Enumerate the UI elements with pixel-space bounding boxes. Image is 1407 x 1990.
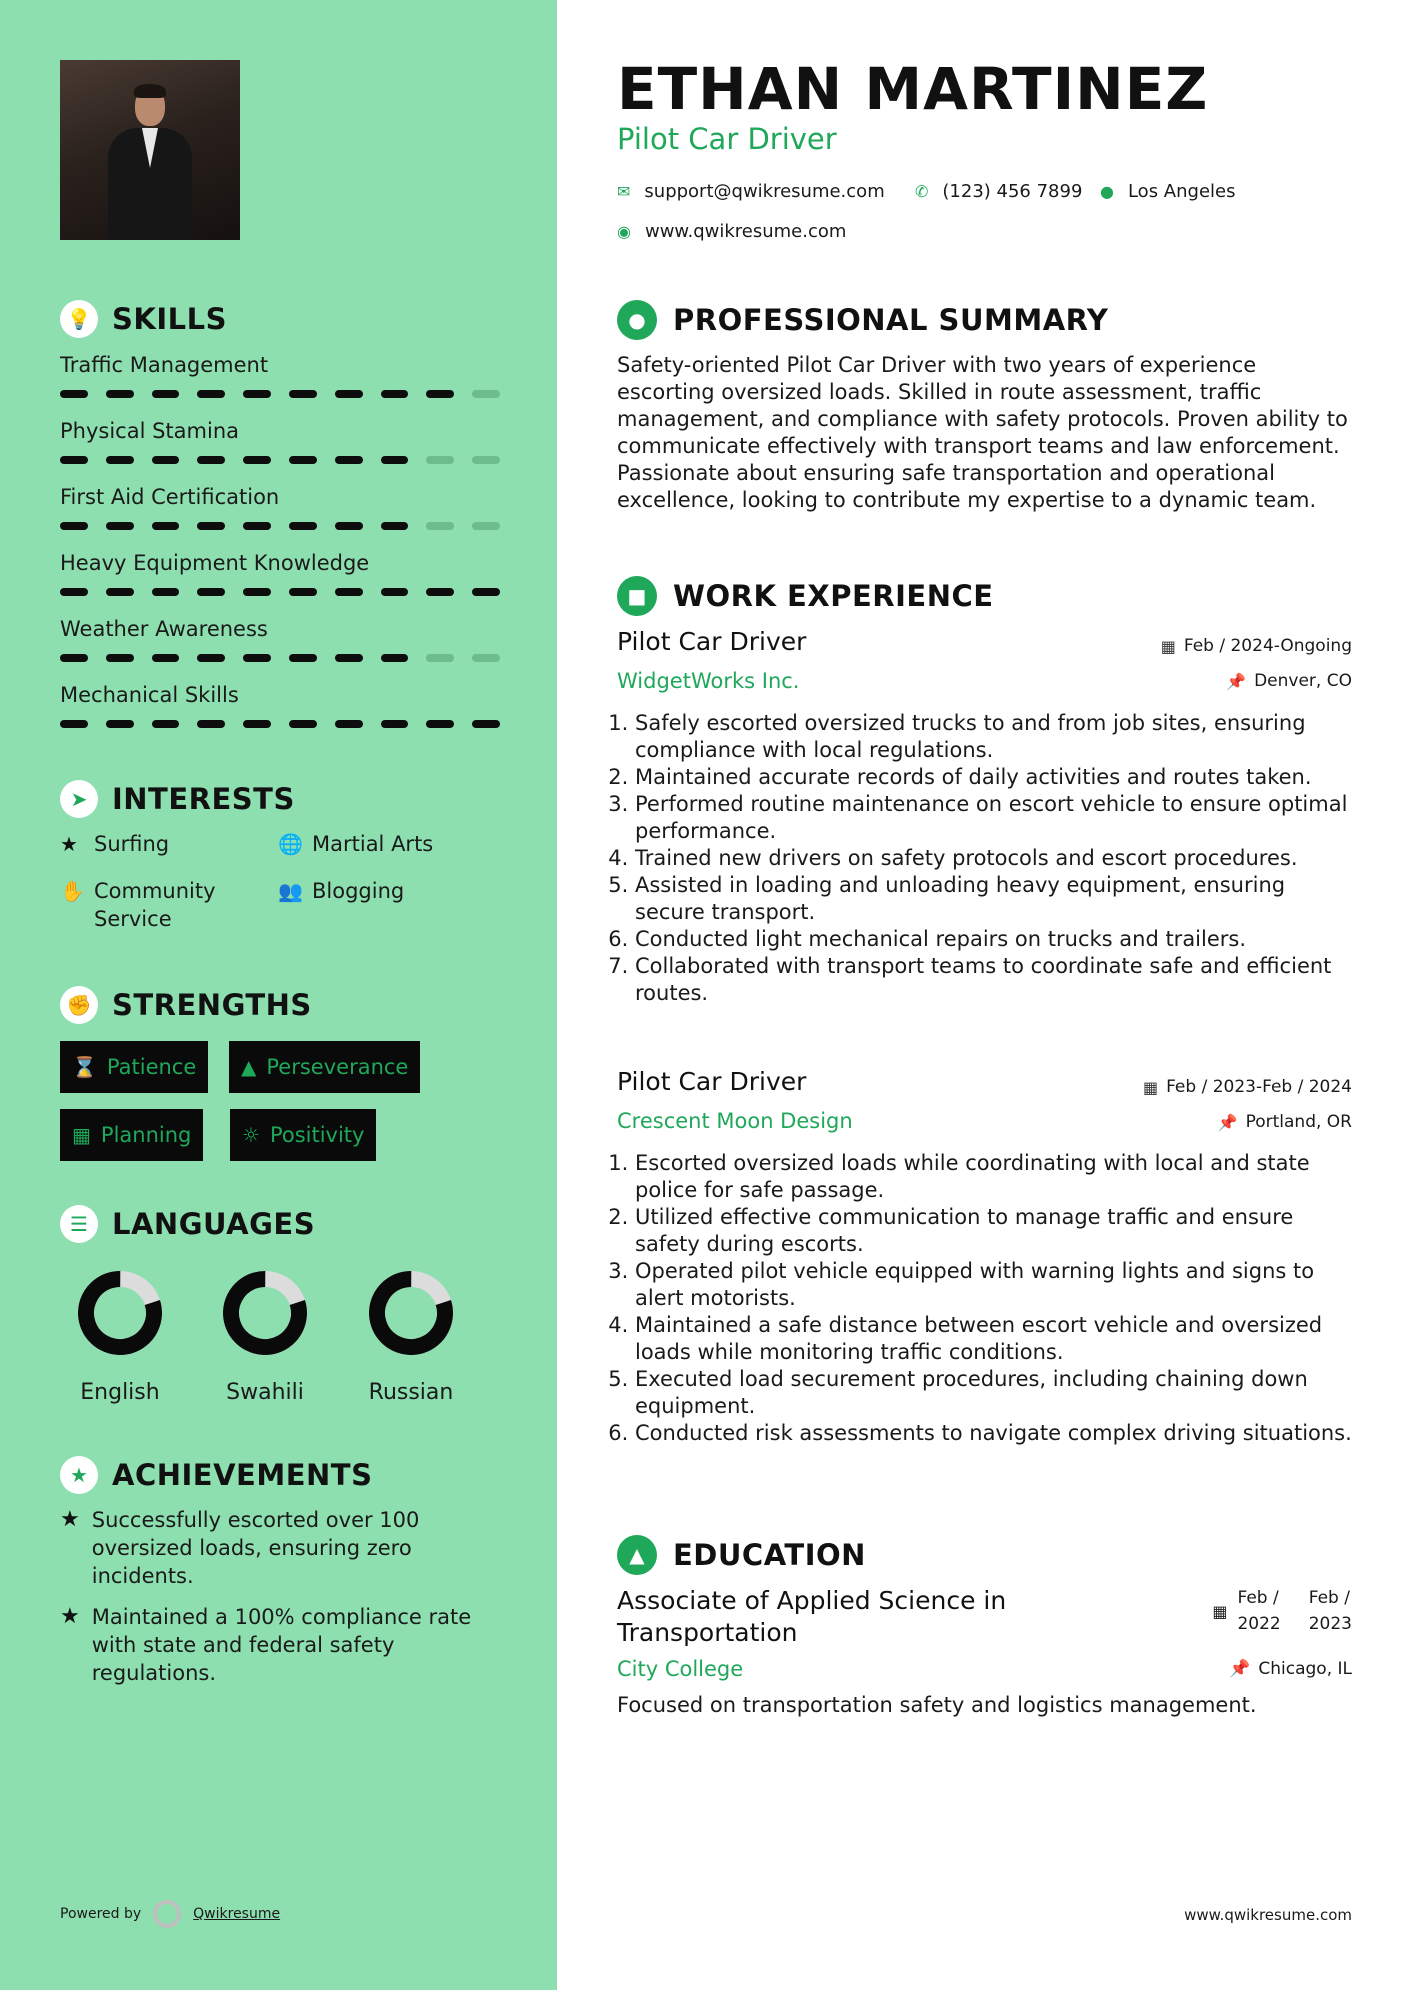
powered-brand-link[interactable]: Qwikresume <box>193 1906 281 1922</box>
skill-level-segment <box>60 654 88 662</box>
skill-level-segment <box>197 654 225 662</box>
job-dates-text: Feb / 2024-Ongoing <box>1183 636 1352 656</box>
education-start-month: Feb / <box>1237 1588 1279 1608</box>
skill-level-segment <box>197 390 225 398</box>
skill-level-segment <box>152 456 180 464</box>
skill-item <box>60 680 500 728</box>
skill-level-segment <box>243 720 271 728</box>
skill-item <box>60 482 500 530</box>
education-location <box>1229 1659 1352 1679</box>
skill-level-segment <box>426 720 454 728</box>
hand-icon: ✋ <box>60 879 85 903</box>
skills-title: SKILLS <box>112 302 227 336</box>
skill-level-segment <box>381 456 409 464</box>
skill-item <box>60 614 500 662</box>
skill-name: Traffic Management <box>60 353 269 377</box>
sidebar <box>0 0 557 1990</box>
skill-level-segment <box>335 456 363 464</box>
duty-item: 7. Collaborated with transport teams to coordinate safe and efficient routes. <box>635 953 1352 1007</box>
skill-level-segment <box>106 720 134 728</box>
mountain-icon: ▲ <box>241 1055 257 1079</box>
duty-item: 4. Trained new drivers on safety protocols and escort procedures. <box>635 845 1352 872</box>
strength-badge <box>60 1109 203 1161</box>
graduate-icon: ▲ <box>617 1535 657 1575</box>
skill-level-bar <box>60 456 500 464</box>
paper-plane-icon: ➤ <box>60 780 98 818</box>
education-start-year: 2022 <box>1237 1614 1281 1634</box>
skill-level-segment <box>152 654 180 662</box>
sun-icon: ☼ <box>242 1123 260 1147</box>
skill-level-segment <box>152 390 180 398</box>
skill-level-segment <box>243 654 271 662</box>
phone-text: (123) 456 7899 <box>942 181 1083 202</box>
skill-level-segment <box>381 390 409 398</box>
skill-level-segment <box>243 456 271 464</box>
achievement-text: Successfully escorted over 100 oversized loads, ensuring zero incidents. <box>91 1508 420 1588</box>
achievement-item <box>60 1603 500 1687</box>
contact-location <box>1100 181 1235 202</box>
language-name: Russian <box>368 1380 454 1405</box>
skill-level-segment <box>243 390 271 398</box>
language-item <box>200 1268 330 1405</box>
education-title: EDUCATION <box>673 1538 866 1572</box>
skill-item <box>60 548 500 596</box>
skill-level-bar <box>60 588 500 596</box>
experience-heading <box>617 576 994 616</box>
calendar-icon: ▦ <box>1212 1602 1228 1621</box>
skill-level-segment <box>106 588 134 596</box>
skill-level-bar <box>60 720 500 728</box>
duty-item: 1. Escorted oversized loads while coordinating with local and state police for safe passage. <box>635 1150 1352 1204</box>
skill-level-segment <box>472 720 500 728</box>
achievement-item <box>60 1506 500 1590</box>
education-end-year: 2023 <box>1308 1614 1352 1634</box>
skill-level-segment <box>472 390 500 398</box>
skill-level-segment <box>381 654 409 662</box>
candidate-title: Pilot Car Driver <box>617 122 837 156</box>
skill-level-segment <box>289 522 317 530</box>
map-pin-icon: ● <box>1100 182 1114 201</box>
languages-title: LANGUAGES <box>112 1207 316 1241</box>
users-icon: 👥 <box>278 879 303 903</box>
skill-level-segment <box>381 522 409 530</box>
job-company: Crescent Moon Design <box>617 1109 853 1133</box>
duty-item: 5. Assisted in loading and unloading heavy equipment, ensuring secure transport. <box>635 872 1352 926</box>
skill-level-segment <box>426 522 454 530</box>
job-location-text: Portland, OR <box>1245 1112 1352 1132</box>
duty-item: 2. Maintained accurate records of daily activities and routes taken. <box>635 764 1352 791</box>
skill-level-segment <box>289 588 317 596</box>
interests-heading <box>60 780 295 818</box>
fist-icon: ✊ <box>60 986 98 1024</box>
duty-item: 6. Conducted light mechanical repairs on trucks and trailers. <box>635 926 1352 953</box>
skill-name: Mechanical Skills <box>60 683 239 707</box>
duty-item: 3. Performed routine maintenance on escort vehicle to ensure optimal performance. <box>635 791 1352 845</box>
job-dates <box>1143 1077 1352 1097</box>
skill-level-segment <box>106 522 134 530</box>
envelope-icon: ✉ <box>617 182 631 201</box>
duty-item: 2. Utilized effective communication to manage traffic and ensure safety during escorts. <box>635 1204 1352 1258</box>
briefcase-icon: ■ <box>617 576 657 616</box>
job-dates <box>1161 636 1352 656</box>
skill-level-segment <box>472 588 500 596</box>
language-level-ring <box>75 1268 165 1358</box>
education-description: Focused on transportation safety and logistics management. <box>617 1693 1257 1717</box>
job-duties <box>617 1150 1352 1447</box>
skill-level-segment <box>60 588 88 596</box>
powered-by <box>60 1900 280 1928</box>
skills-heading <box>60 300 227 338</box>
skill-level-bar <box>60 522 500 530</box>
interest-label: Surfing <box>94 832 170 856</box>
skill-level-segment <box>106 456 134 464</box>
website-text: www.qwikresume.com <box>644 221 847 242</box>
qwikresume-logo-icon <box>153 1900 181 1928</box>
language-level-ring <box>220 1268 310 1358</box>
summary-text: Safety-oriented Pilot Car Driver with two years of experience escorting oversized loads. Skilled in route assessment, traffic management, and compliance with safety protocols. Proven ability to communicate effectively with transport teams and law enforcement. Passionate about ensuring safe transportation and operational excellence, looking to contribute my expertise to a dynamic team. <box>617 353 1348 512</box>
lightbulb-icon: 💡 <box>60 300 98 338</box>
strengths-heading <box>60 986 312 1024</box>
interest-label: Blogging <box>312 879 405 903</box>
hourglass-icon: ⌛ <box>72 1055 97 1079</box>
main-content <box>557 0 1407 1990</box>
skill-level-segment <box>60 456 88 464</box>
profile-photo <box>60 60 240 240</box>
job-role: Pilot Car Driver <box>617 1067 807 1096</box>
interest-item <box>60 830 169 858</box>
skill-level-segment <box>426 456 454 464</box>
interest-item <box>278 830 433 858</box>
skill-level-segment <box>289 720 317 728</box>
calendar-icon: ▦ <box>1142 1077 1159 1097</box>
achievement-text: Maintained a 100% compliance rate with state and federal safety regulations. <box>91 1605 472 1685</box>
trophy-star-icon: ★ <box>60 1456 98 1494</box>
skill-name: First Aid Certification <box>60 485 280 509</box>
skill-level-bar <box>60 390 500 398</box>
skill-level-bar <box>60 654 500 662</box>
skill-level-segment <box>60 522 88 530</box>
skill-level-segment <box>243 588 271 596</box>
language-name: English <box>80 1380 160 1405</box>
skill-level-segment <box>335 654 363 662</box>
education-heading <box>617 1535 866 1575</box>
interest-label: Community Service <box>94 879 216 931</box>
location-text: Los Angeles <box>1127 181 1236 202</box>
education-degree: Associate of Applied Science in Transportation <box>617 1586 1007 1647</box>
skill-name: Heavy Equipment Knowledge <box>60 551 370 575</box>
skill-level-segment <box>197 456 225 464</box>
skill-level-segment <box>197 720 225 728</box>
education-start <box>1237 1585 1280 1637</box>
job-location-text: Denver, CO <box>1254 671 1352 691</box>
job-dates-text: Feb / 2023-Feb / 2024 <box>1166 1077 1352 1097</box>
skill-level-segment <box>60 720 88 728</box>
calendar-icon: ▦ <box>72 1123 91 1147</box>
duty-item: 6. Conducted risk assessments to navigate complex driving situations. <box>635 1420 1352 1447</box>
job-location <box>1218 1112 1352 1132</box>
education-dates <box>1212 1585 1352 1637</box>
skill-level-segment <box>289 456 317 464</box>
shooting-star-icon: ★ <box>60 1604 80 1629</box>
interest-item <box>278 877 404 905</box>
skill-level-segment <box>426 390 454 398</box>
job-duties <box>617 710 1352 1007</box>
skill-level-segment <box>381 720 409 728</box>
skill-level-segment <box>152 588 180 596</box>
star-icon: ★ <box>60 832 78 856</box>
skill-level-segment <box>472 522 500 530</box>
contact-email[interactable] <box>617 181 885 202</box>
strengths-title: STRENGTHS <box>112 988 312 1022</box>
duty-item: 3. Operated pilot vehicle equipped with warning lights and signs to alert motorists. <box>635 1258 1352 1312</box>
skill-level-segment <box>152 522 180 530</box>
interests-title: INTERESTS <box>112 782 295 816</box>
duty-item: 4. Maintained a safe distance between escort vehicle and oversized loads while monitoring traffic conditions. <box>635 1312 1352 1366</box>
education-end <box>1309 1585 1352 1637</box>
phone-icon: ✆ <box>915 182 929 201</box>
user-icon: ● <box>617 300 657 340</box>
skill-level-segment <box>426 588 454 596</box>
skill-level-segment <box>243 522 271 530</box>
interest-item <box>60 877 260 933</box>
strength-label: Positivity <box>269 1123 365 1147</box>
skill-level-segment <box>289 654 317 662</box>
language-ring-fill <box>222 1270 308 1356</box>
language-ring-fill <box>77 1270 163 1356</box>
skill-level-segment <box>335 390 363 398</box>
skill-level-segment <box>335 720 363 728</box>
strength-badge <box>60 1041 208 1093</box>
calendar-icon: ▦ <box>1160 636 1176 656</box>
footer-url[interactable]: www.qwikresume.com <box>1184 1906 1352 1924</box>
experience-title: WORK EXPERIENCE <box>673 579 994 613</box>
strength-label: Planning <box>100 1123 192 1147</box>
education-school: City College <box>617 1657 744 1681</box>
contact-website[interactable] <box>617 221 846 242</box>
education-location-text: Chicago, IL <box>1258 1659 1352 1679</box>
skill-level-segment <box>152 720 180 728</box>
powered-by-label: Powered by <box>60 1906 142 1922</box>
skill-level-segment <box>472 654 500 662</box>
skill-level-segment <box>426 654 454 662</box>
language-item <box>346 1268 476 1405</box>
achievements-title: ACHIEVEMENTS <box>112 1458 373 1492</box>
strength-label: Perseverance <box>266 1055 409 1079</box>
job-location <box>1226 671 1352 691</box>
job-company: WidgetWorks Inc. <box>617 669 800 693</box>
skill-level-segment <box>335 588 363 596</box>
skill-name: Weather Awareness <box>60 617 268 641</box>
skill-level-segment <box>60 390 88 398</box>
email-text: support@qwikresume.com <box>644 181 885 202</box>
skill-level-segment <box>197 522 225 530</box>
language-level-ring <box>366 1268 456 1358</box>
achievements-heading <box>60 1456 372 1494</box>
interest-label: Martial Arts <box>312 832 434 856</box>
language-item <box>55 1268 185 1405</box>
skill-item <box>60 350 500 398</box>
job-role: Pilot Car Driver <box>617 627 807 656</box>
language-icon: ☰ <box>60 1205 98 1243</box>
strength-badge <box>230 1109 376 1161</box>
duty-item: 1. Safely escorted oversized trucks to and from job sites, ensuring compliance with local regulations. <box>635 710 1352 764</box>
contact-phone[interactable] <box>915 181 1082 202</box>
strength-label: Patience <box>106 1055 197 1079</box>
duty-item: 5. Executed load securement procedures, including chaining down equipment. <box>635 1366 1352 1420</box>
globe-icon: ◉ <box>617 222 631 241</box>
strength-badge <box>229 1041 420 1093</box>
skill-level-segment <box>106 654 134 662</box>
globe-icon: 🌐 <box>278 832 303 856</box>
summary-heading <box>617 300 1108 340</box>
summary-title: PROFESSIONAL SUMMARY <box>673 303 1109 337</box>
skill-level-segment <box>289 390 317 398</box>
skill-item <box>60 416 500 464</box>
skill-name: Physical Stamina <box>60 419 240 443</box>
language-name: Swahili <box>226 1380 304 1405</box>
skill-level-segment <box>381 588 409 596</box>
pin-icon: 📌 <box>1217 1112 1238 1132</box>
skill-level-segment <box>335 522 363 530</box>
shooting-star-icon: ★ <box>60 1507 80 1532</box>
language-ring-fill <box>368 1270 454 1356</box>
skill-level-segment <box>106 390 134 398</box>
languages-heading <box>60 1205 315 1243</box>
skill-level-segment <box>472 456 500 464</box>
candidate-name: ETHAN MARTINEZ <box>617 55 1209 123</box>
pin-icon: 📌 <box>1229 1659 1251 1679</box>
education-end-month: Feb / <box>1308 1588 1350 1608</box>
pin-icon: 📌 <box>1226 671 1247 691</box>
skill-level-segment <box>197 588 225 596</box>
